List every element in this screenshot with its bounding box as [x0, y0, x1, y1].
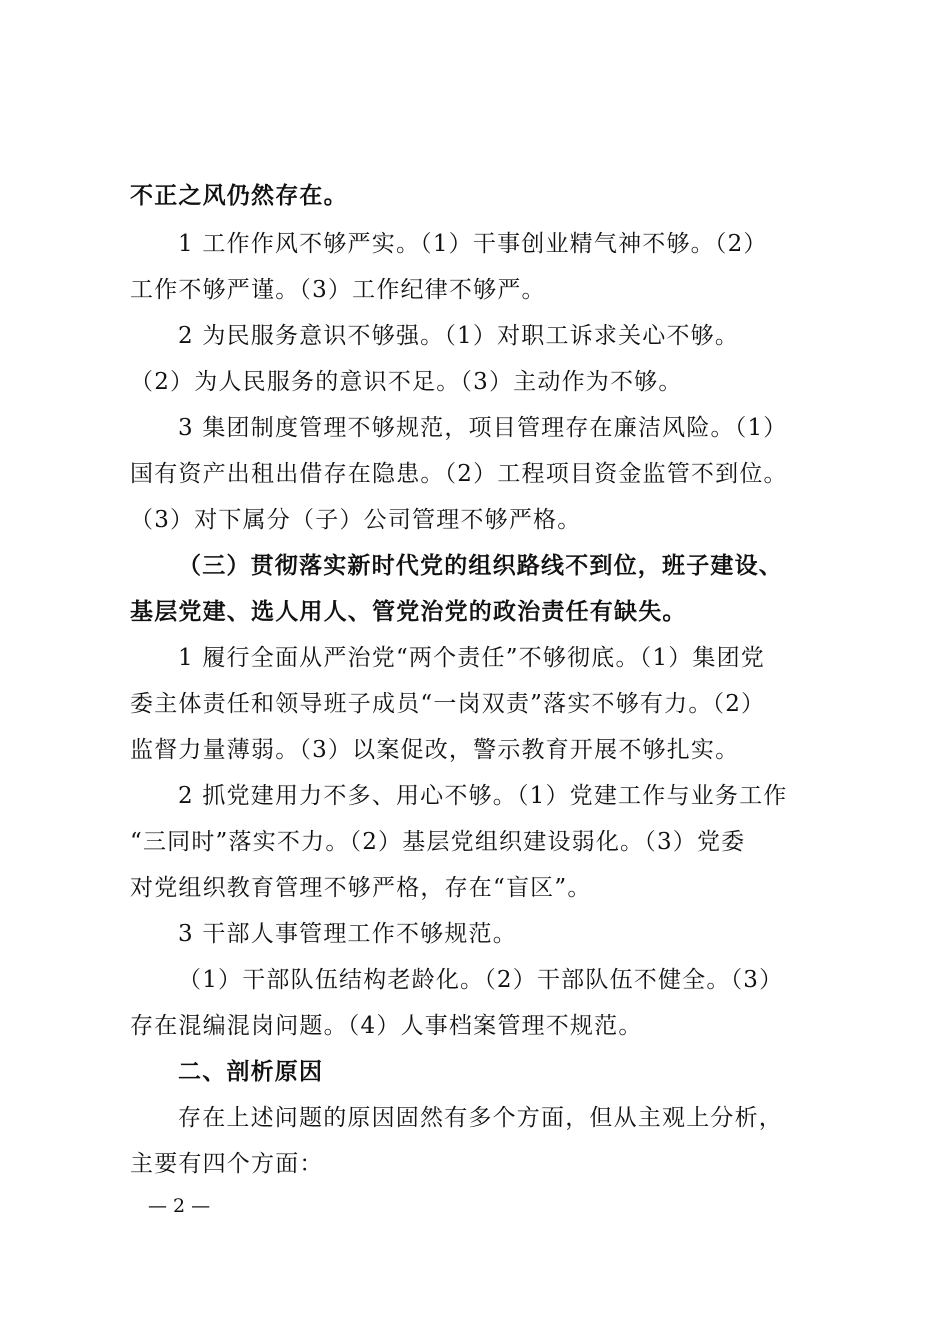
text-line-16: 对党组织教育管理不够严格，存在“盲区”。 [130, 875, 592, 901]
heading-analysis: 二、剖析原因 [178, 1058, 324, 1085]
page-number: — 2 — [148, 1195, 211, 1217]
text-line-7: 国有资产出租出借存在隐患。（2）工程项目资金监管不到位。 [130, 461, 788, 487]
text-line-4: 2 为民服务意识不够强。（1）对职工诉求关心不够。 [178, 323, 740, 349]
text-line-2: 1 工作作风不够严实。（1）干事创业精气神不够。（2） [178, 231, 768, 257]
text-line-14: 2 抓党建用力不多、用心不够。（1）党建工作与业务工作 [178, 783, 788, 809]
text-line-17: 3 干部人事管理工作不够规范。 [178, 921, 517, 947]
text-line-6: 3 集团制度管理不够规范，项目管理存在廉洁风险。（1） [178, 415, 788, 441]
text-line-12: 委主体责任和领导班子成员“一岗双责”落实不够有力。（2） [130, 691, 766, 717]
section-heading-line-1: （三）贯彻落实新时代党的组织路线不到位，班子建设、 [178, 552, 783, 579]
text-line-18: （1）干部队伍结构老龄化。（2）干部队伍不健全。（3） [178, 967, 784, 993]
text-line-15: “三同时”落实不力。（2）基层党组织建设弱化。（3）党委 [130, 829, 746, 855]
text-line-13: 监督力量薄弱。（3）以案促改，警示教育开展不够扎实。 [130, 737, 740, 763]
text-line-8: （3）对下属分（子）公司管理不够严格。 [130, 507, 582, 533]
section-heading-line-2: 基层党建、选人用人、管党治党的政治责任有缺失。 [130, 598, 687, 625]
text-line-22: 主要有四个方面： [130, 1151, 324, 1177]
text-line-11: 1 履行全面从严治党“两个责任”不够彻底。（1）集团党 [178, 645, 765, 671]
text-line-21: 存在上述问题的原因固然有多个方面，但从主观上分析， [178, 1105, 783, 1131]
text-line-5: （2）为人民服务的意识不足。（3）主动作为不够。 [130, 369, 683, 395]
text-line-3: 工作不够严谨。（3）工作纪律不够严。 [130, 277, 546, 303]
text-line-1: 不正之风仍然存在。 [130, 182, 348, 209]
text-line-19: 存在混编混岗问题。（4）人事档案管理不规范。 [130, 1013, 643, 1039]
